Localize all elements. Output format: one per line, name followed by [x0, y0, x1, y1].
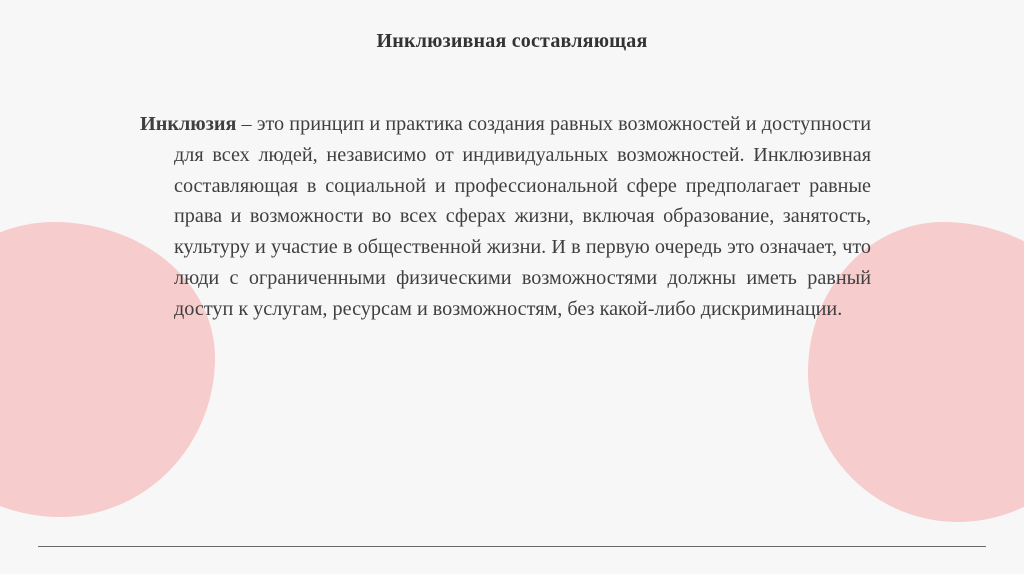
slide-title: Инклюзивная составляющая — [376, 30, 648, 52]
footer-divider — [38, 546, 986, 547]
definition-paragraph — [140, 109, 871, 325]
definition-text: – это принцип и практика создания равных возможностей и доступности для всех людей, независимо от индивидуальных возможностей. Инклюзивная составляющая в социальной и профессиональной сфере предполагает равные права и возможности во всех сферах жизни, включая образование, занятость, культуру и участие в общественной жизни. И в первую очередь это означает, что люди с ограниченными физическими возможностями должны иметь равный доступ к услугам, ресурсам и возможностям, без какой-либо дискриминации. — [174, 113, 871, 320]
term-word: Инклюзия — [140, 113, 237, 135]
